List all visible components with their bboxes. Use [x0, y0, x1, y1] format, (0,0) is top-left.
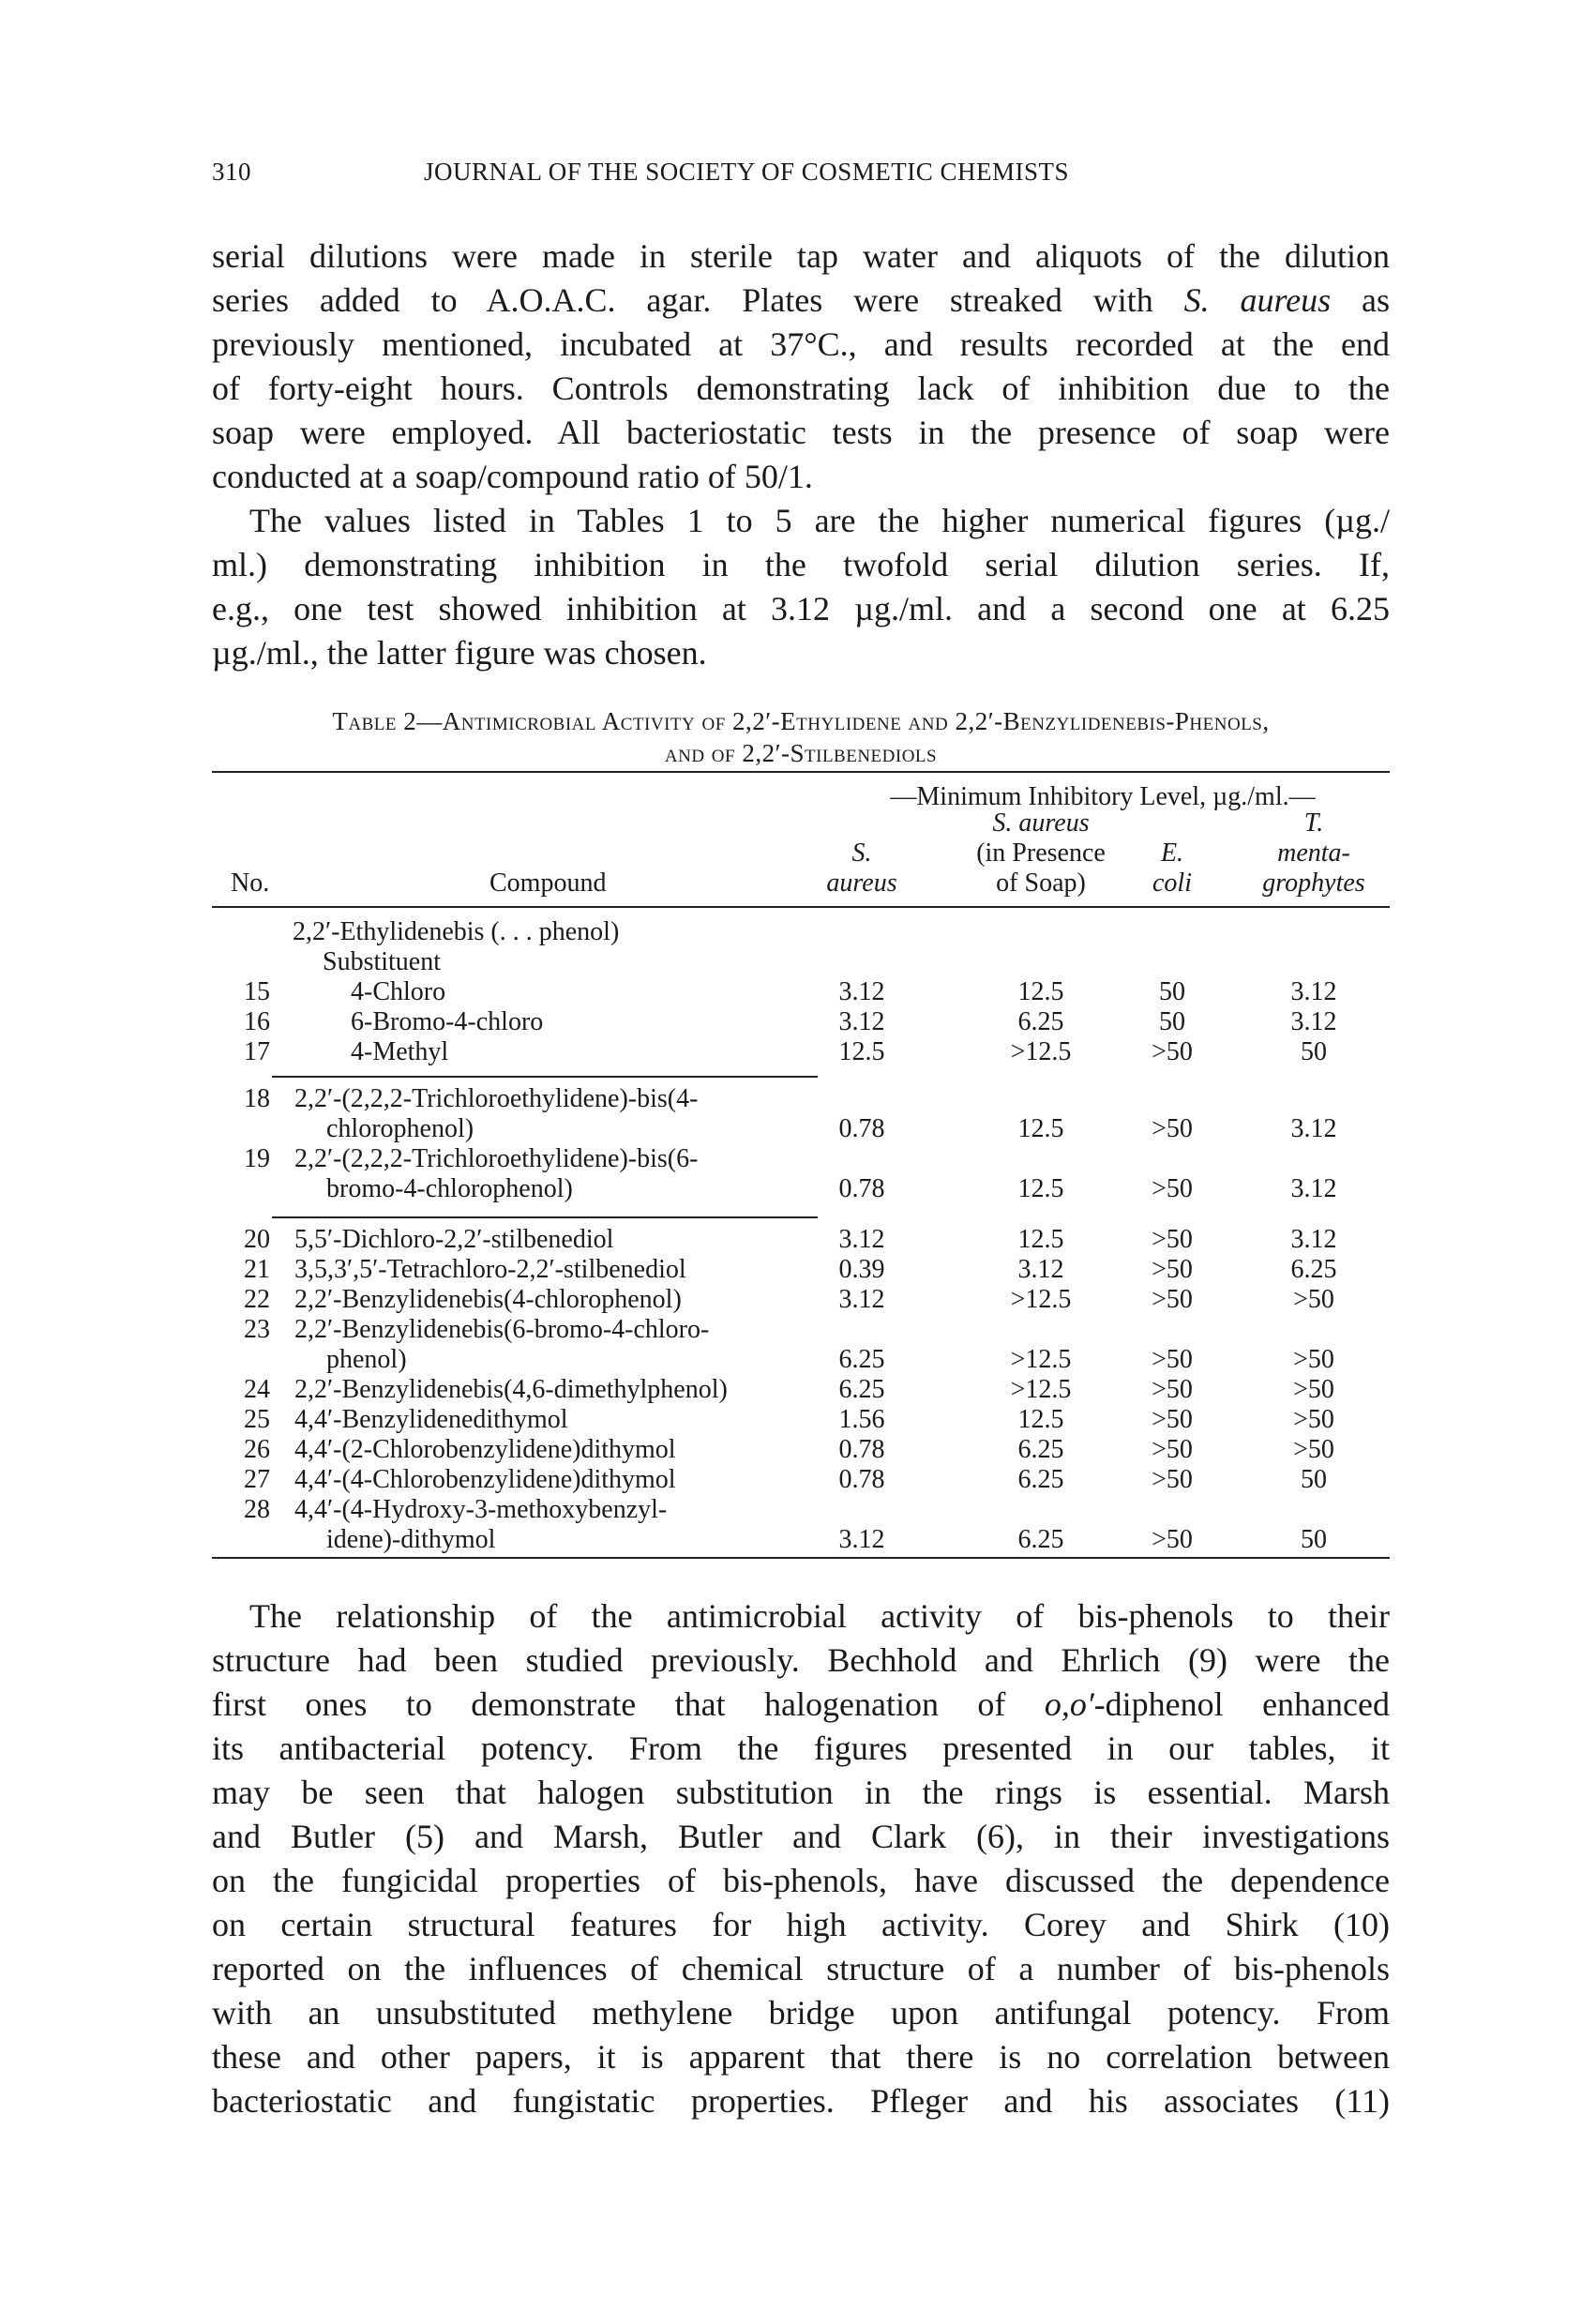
e-coli-value: >50 — [1152, 1465, 1193, 1494]
row-number: 25 — [244, 1405, 270, 1434]
paragraph-3 — [212, 1594, 1390, 2123]
row-number: 28 — [244, 1495, 270, 1524]
column-header-compound: Compound — [489, 869, 607, 898]
group-rule — [272, 1076, 818, 1078]
compound-name: 2,2′-(2,2,2-Trichloroethylidene)-bis(4- — [294, 1084, 699, 1113]
row-number: 16 — [244, 1007, 270, 1036]
page-number: 310 — [212, 158, 251, 186]
row-number: 17 — [244, 1037, 270, 1066]
s-aureus-soap-value: 6.25 — [1017, 1007, 1064, 1036]
compound-name: 5,5′-Dichloro-2,2′-stilbenediol — [294, 1225, 614, 1254]
text-line: of forty-eight hours. Controls demonstrating lack of inhibition due to the — [212, 370, 1390, 407]
s-aureus-value: 1.56 — [838, 1405, 885, 1434]
column-header-s-aureus-soap: S. aureus (in Presence of Soap) — [976, 808, 1106, 898]
e-coli-value: >50 — [1152, 1435, 1193, 1464]
text-line: on the fungicidal properties of bis-phenols, have discussed the dependence — [212, 1862, 1390, 1899]
paragraph-1 — [212, 234, 1390, 499]
text-line: first ones to demonstrate that halogenation of o,o′-diphenol enhanced — [212, 1685, 1390, 1723]
compound-name: 4-Methyl — [351, 1037, 449, 1066]
text-line: series added to A.O.A.C. agar. Plates were streaked with S. aureus as — [212, 281, 1391, 319]
s-aureus-value: 6.25 — [838, 1345, 885, 1374]
s-aureus-value: 3.12 — [838, 1525, 885, 1554]
compound-name: 4,4′-(4-Hydroxy-3-methoxybenzyl- — [294, 1495, 668, 1524]
t-mentagrophytes-value: 50 — [1301, 1525, 1327, 1554]
s-aureus-value: 12.5 — [838, 1037, 885, 1066]
row-number: 26 — [244, 1435, 270, 1464]
column-header-s-aureus: S. aureus — [826, 838, 897, 898]
text-line: ml.) demonstrating inhibition in the twofold serial dilution series. If, — [212, 546, 1390, 583]
s-aureus-value: 6.25 — [838, 1375, 885, 1404]
text-line: and Butler (5) and Marsh, Butler and Clark (6), in their investigations — [212, 1818, 1390, 1855]
s-aureus-value: 0.78 — [838, 1465, 885, 1494]
t-mentagrophytes-value: 50 — [1301, 1465, 1327, 1494]
t-mentagrophytes-value: >50 — [1293, 1435, 1334, 1464]
s-aureus-soap-value: 3.12 — [1017, 1255, 1064, 1284]
row-number: 19 — [244, 1144, 270, 1173]
row-number: 21 — [244, 1255, 270, 1284]
s-aureus-value: 3.12 — [838, 1225, 885, 1254]
row-number: 23 — [244, 1315, 270, 1344]
compound-name: 2,2′-(2,2,2-Trichloroethylidene)-bis(6- — [294, 1144, 699, 1173]
row-number: 20 — [244, 1225, 270, 1254]
compound-name: 2,2′-Benzylidenebis(4,6-dimethylphenol) — [294, 1375, 728, 1404]
s-aureus-soap-value: 6.25 — [1017, 1435, 1064, 1464]
column-header-e-coli: E. coli — [1152, 838, 1192, 898]
chemical-notation: o,o′ — [1044, 1685, 1094, 1723]
text-line: these and other papers, it is apparent that there is no correlation between — [212, 2038, 1390, 2076]
text-line: The relationship of the antimicrobial activity of bis-phenols to their — [249, 1597, 1390, 1635]
text-line: bacteriostatic and fungistatic properties. Pfleger and his associates (11) — [212, 2082, 1390, 2120]
compound-name-continued: phenol) — [326, 1345, 407, 1374]
s-aureus-soap-value: 12.5 — [1017, 1114, 1064, 1143]
compound-name-continued: idene)-dithymol — [326, 1525, 496, 1554]
e-coli-value: >50 — [1152, 1285, 1193, 1314]
compound-name: 4,4′-(2-Chlorobenzylidene)dithymol — [294, 1435, 676, 1464]
text-line: its antibacterial potency. From the figures presented in our tables, it — [212, 1729, 1390, 1767]
e-coli-value: >50 — [1152, 1345, 1193, 1374]
text-line: reported on the influences of chemical structure of a number of bis-phenols — [212, 1950, 1390, 1987]
e-coli-value: >50 — [1152, 1037, 1193, 1066]
e-coli-value: >50 — [1152, 1255, 1193, 1284]
e-coli-value: >50 — [1152, 1114, 1193, 1143]
e-coli-value: >50 — [1152, 1375, 1193, 1404]
s-aureus-value: 3.12 — [838, 977, 885, 1006]
text-line: structure had been studied previously. Bechhold and Ehrlich (9) were the — [212, 1641, 1390, 1679]
s-aureus-value: 0.78 — [838, 1174, 885, 1203]
t-mentagrophytes-value: >50 — [1293, 1345, 1334, 1374]
header-bottom-rule — [212, 906, 1390, 908]
s-aureus-soap-value: >12.5 — [1010, 1037, 1072, 1066]
text-line: µg./ml., the latter figure was chosen. — [212, 634, 707, 672]
compound-name-continued: chlorophenol) — [326, 1114, 474, 1143]
s-aureus-soap-value: 12.5 — [1017, 1405, 1064, 1434]
t-mentagrophytes-value: >50 — [1293, 1375, 1334, 1404]
table-bottom-rule — [212, 1557, 1390, 1559]
compound-name: 4-Chloro — [351, 977, 446, 1006]
s-aureus-value: 0.39 — [838, 1255, 885, 1284]
text-line: previously mentioned, incubated at 37°C., and results recorded at the end — [212, 325, 1390, 363]
t-mentagrophytes-value: >50 — [1293, 1285, 1334, 1314]
row-number: 15 — [244, 977, 270, 1006]
s-aureus-soap-value: 12.5 — [1017, 1174, 1064, 1203]
compound-name: 2,2′-Benzylidenebis(6-bromo-4-chloro- — [294, 1315, 710, 1344]
t-mentagrophytes-value: 3.12 — [1290, 1174, 1337, 1203]
table-title-line: and of 2,2′-Stilbenediols — [664, 739, 938, 767]
s-aureus-soap-value: >12.5 — [1010, 1285, 1072, 1314]
s-aureus-soap-value: 12.5 — [1017, 1225, 1064, 1254]
row-number: 18 — [244, 1084, 270, 1113]
compound-name: 4,4′-Benzylidenedithymol — [294, 1405, 568, 1434]
t-mentagrophytes-value: 50 — [1301, 1037, 1327, 1066]
text-line: with an unsubstituted methylene bridge upon antifungal potency. From — [212, 1994, 1390, 2032]
table-title-line: Table 2—Antimicrobial Activity of 2,2′-Ethylidene and 2,2′-Benzylidenebis-Phenols, — [332, 707, 1270, 735]
column-header-no: No. — [231, 869, 270, 898]
row-number: 27 — [244, 1465, 270, 1494]
e-coli-value: 50 — [1159, 1007, 1185, 1036]
s-aureus-value: 0.78 — [838, 1435, 885, 1464]
s-aureus-soap-value: >12.5 — [1010, 1345, 1072, 1374]
journal-title: JOURNAL OF THE SOCIETY OF COSMETIC CHEMISTS — [424, 158, 1070, 186]
column-header-t-mentagrophytes: T. menta- grophytes — [1262, 808, 1365, 898]
s-aureus-soap-value: 6.25 — [1017, 1465, 1064, 1494]
e-coli-value: >50 — [1152, 1405, 1193, 1434]
table-top-rule — [212, 771, 1390, 773]
t-mentagrophytes-value: 3.12 — [1290, 1007, 1337, 1036]
t-mentagrophytes-value: 3.12 — [1290, 977, 1337, 1006]
s-aureus-value: 3.12 — [838, 1285, 885, 1314]
compound-name: 4,4′-(4-Chlorobenzylidene)dithymol — [294, 1465, 676, 1494]
group-rule — [272, 1216, 818, 1218]
e-coli-value: 50 — [1159, 977, 1185, 1006]
s-aureus-soap-value: >12.5 — [1010, 1375, 1072, 1404]
s-aureus-value: 0.78 — [838, 1114, 885, 1143]
s-aureus-value: 3.12 — [838, 1007, 885, 1036]
text-line: The values listed in Tables 1 to 5 are the higher numerical figures (µg./ — [249, 502, 1390, 539]
compound-name: 6-Bromo-4-chloro — [351, 1007, 544, 1036]
t-mentagrophytes-value: 6.25 — [1290, 1255, 1337, 1284]
text-line: serial dilutions were made in sterile tap water and aliquots of the dilution — [212, 237, 1390, 275]
t-mentagrophytes-value: >50 — [1293, 1405, 1334, 1434]
s-aureus-soap-value: 6.25 — [1017, 1525, 1064, 1554]
compound-name-continued: bromo-4-chlorophenol) — [326, 1174, 573, 1203]
group-heading: 2,2′-Ethylidenebis (. . . phenol) — [293, 917, 620, 946]
group-subheading: Substituent — [323, 947, 442, 976]
t-mentagrophytes-value: 3.12 — [1290, 1114, 1337, 1143]
text-line: e.g., one test showed inhibition at 3.12 µg./ml. and a second one at 6.25 — [212, 590, 1390, 627]
s-aureus-soap-value: 12.5 — [1017, 977, 1064, 1006]
text-line: soap were employed. All bacteriostatic tests in the presence of soap were — [212, 414, 1390, 451]
text-line: may be seen that halogen substitution in the rings is essential. Marsh — [212, 1774, 1390, 1811]
e-coli-value: >50 — [1152, 1525, 1193, 1554]
text-line: on certain structural features for high activity. Corey and Shirk (10) — [212, 1906, 1390, 1943]
paragraph-2 — [212, 499, 1390, 675]
compound-name: 2,2′-Benzylidenebis(4-chlorophenol) — [294, 1285, 682, 1314]
compound-name: 3,5,3′,5′-Tetrachloro-2,2′-stilbenediol — [294, 1255, 686, 1284]
e-coli-value: >50 — [1152, 1225, 1193, 1254]
t-mentagrophytes-value: 3.12 — [1290, 1225, 1337, 1254]
row-number: 22 — [244, 1285, 270, 1314]
span-header: —Minimum Inhibitory Level, µg./ml.— — [890, 782, 1316, 811]
text-line: conducted at a soap/compound ratio of 50/1. — [212, 458, 813, 495]
table-title — [212, 705, 1390, 769]
e-coli-value: >50 — [1152, 1174, 1193, 1203]
row-number: 24 — [244, 1375, 270, 1404]
organism-name: S. aureus — [1183, 281, 1332, 319]
